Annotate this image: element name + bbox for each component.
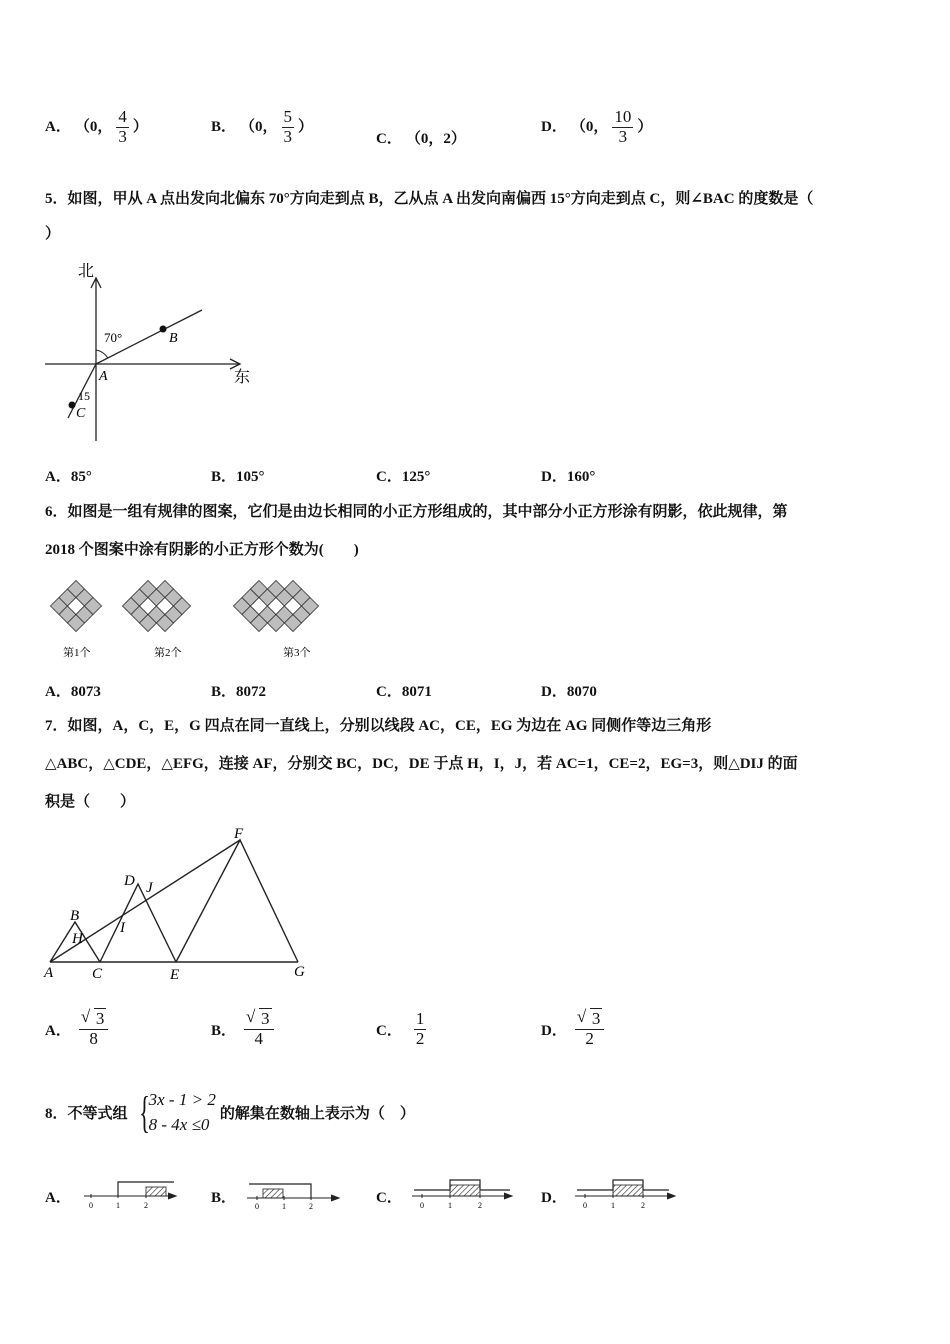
angle-70-label: 70° [104,330,123,345]
q7-option-c[interactable] [376,1010,426,1048]
denominator: 4 [254,1028,264,1048]
tick-1: 1 [116,1201,120,1210]
option-text: 105° [236,469,265,485]
label-g: G [294,964,305,980]
q7-option-d[interactable] [541,1010,604,1048]
denominator: 2 [585,1028,594,1048]
option-letter: D． [541,684,567,700]
label-h: H [72,931,83,947]
q5-option-b[interactable] [211,465,265,486]
tick-1: 1 [448,1201,452,1210]
q4-option-c[interactable] [376,127,466,148]
tick-1: 1 [611,1201,615,1210]
radicand: 3 [95,1009,105,1028]
option-prefix: （0， [74,118,113,135]
denominator: 3 [283,126,293,146]
numerator [244,1010,274,1030]
inequality-2: 8 - 4x ≤0 [148,1114,210,1134]
q6-option-b[interactable] [211,680,266,701]
option-letter: B． [211,1190,237,1206]
option-letter: A． [45,1022,71,1039]
option-letter: C． [376,1190,402,1206]
label-j: J [146,880,153,896]
option-text: 125° [401,469,431,485]
tick-2: 2 [641,1201,645,1210]
q4-option-a[interactable] [45,108,148,146]
q8-option-a[interactable] [45,1186,71,1207]
triangle-efg [176,840,298,962]
number-line-a [82,1178,182,1210]
number-line-c [410,1176,520,1210]
q8-option-b[interactable] [211,1186,236,1207]
q5-option-a[interactable] [45,465,92,486]
label-e: E [170,967,180,983]
q7-figure [40,822,320,987]
q6-text-line1: 6．如图是一组有规律的图案，它们是由边长相同的小正方形组成的，其中部分小正方形涂有阴影，依此规律，第 [45,504,788,520]
numerator [79,1010,109,1030]
label-a: A [99,369,108,384]
q7-option-b[interactable] [211,1010,274,1048]
label-i: I [120,920,125,936]
number-line-d [573,1176,683,1210]
q8-option-c[interactable] [376,1186,402,1207]
point-b [160,326,167,333]
caption-3: 第3个 [283,647,311,659]
option-suffix: ） [637,118,653,135]
option-letter: C． [376,1022,402,1039]
fraction [79,1010,109,1048]
tick-1: 1 [282,1202,286,1210]
option-letter: B． [211,118,237,135]
option-prefix: （0， [570,118,609,135]
option-letter: D． [541,469,567,485]
q6-option-a[interactable] [45,680,101,701]
tick-0: 0 [420,1201,424,1210]
option-letter: D． [541,1022,567,1039]
numerator: 4 [118,107,127,126]
option-letter: A． [45,684,71,700]
caption-1: 第1个 [63,647,91,659]
q8-suffix: 的解集在数轴上表示为（ ） [219,1106,415,1123]
option-text: 8071 [401,684,432,700]
q5-text-line1: 5．如图，甲从 A 点出发向北偏东 70°方向走到点 B，乙从点 A 出发向南偏西 15°方向走到点 C，则∠BAC 的度数是（ [45,191,814,207]
label-d: D [124,873,135,889]
q6-option-c[interactable] [376,680,432,701]
tick-0: 0 [583,1201,587,1210]
denominator: 2 [415,1028,425,1048]
sqrt [81,1009,107,1028]
option-letter: D． [541,1190,567,1206]
option-letter: C． [376,684,402,700]
label-c: C [92,966,103,982]
option-letter: C． [376,469,402,485]
option-suffix: ） [298,118,314,135]
east-label: 东 [234,369,251,386]
option-text: 8073 [70,684,101,700]
option-text: 8072 [236,684,267,700]
option-text: 160° [566,469,596,485]
q6-pattern-figure [45,574,375,664]
q8-prefix: 8．不等式组 [45,1106,128,1123]
denominator: 3 [118,126,127,146]
q5-option-c[interactable] [376,465,430,486]
option-text: （0，2） [405,131,466,147]
q4-option-d[interactable] [541,108,652,146]
option-letter: C． [376,131,402,147]
option-letter: B． [211,1022,237,1039]
inequality-system [134,1088,216,1137]
option-letter: B． [211,684,237,700]
tick-2: 2 [309,1202,313,1210]
tick-0: 0 [89,1201,93,1210]
q6-option-d[interactable] [541,680,597,701]
q7-text-line3: 积是（ ） [45,794,136,810]
fraction [282,108,295,146]
fraction [575,1010,605,1048]
numerator [575,1010,605,1030]
sqrt [577,1009,603,1028]
q5-text-line2: ） [45,226,61,242]
option-letter: B． [211,469,237,485]
tick-2: 2 [144,1201,148,1210]
brace-icon: { [138,1087,150,1137]
number-line-b [245,1178,345,1210]
fraction [116,108,129,146]
q8-option-d[interactable] [541,1186,567,1207]
numerator: 10 [614,107,632,126]
label-a: A [44,965,54,981]
north-label: 北 [78,263,95,280]
q7-option-a[interactable] [45,1010,108,1048]
radicand: 3 [591,1009,601,1028]
denominator: 8 [89,1028,98,1048]
fraction [612,108,633,146]
numerator: 1 [415,1009,425,1028]
denominator: 3 [618,126,628,146]
q4-option-b[interactable] [211,108,313,146]
option-text: 8070 [566,684,597,700]
angle-arc [96,350,108,358]
q6-text-line2: 2018 个图案中涂有阴影的小正方形个数为( ) [45,542,359,558]
option-suffix: ） [132,118,148,135]
q7-text-line2: △ABC，△CDE，△EFG，连接 AF，分别交 BC，DC，DE 于点 H，I，J，若 AC=1，CE=2，EG=3，则△DIJ 的面 [45,756,798,772]
tick-2: 2 [478,1201,482,1210]
option-letter: A． [45,118,71,135]
option-letter: D． [541,118,567,135]
inequalities [149,1088,216,1137]
pattern-group [51,581,319,632]
label-f: F [234,826,244,842]
caption-2: 第2个 [154,647,182,659]
q5-figure [40,258,260,448]
tick-0: 0 [255,1202,259,1210]
label-c: C [76,406,86,421]
q7-text-line1: 7．如图，A，C，E，G 四点在同一直线上，分别以线段 AC，CE，EG 为边在 AG 同侧作等边三角形 [45,718,712,734]
inequality-1: 3x - 1 > 2 [148,1090,216,1109]
angle-15-label: 15 [78,389,90,403]
label-b: B [169,331,178,346]
q8-question [45,1088,415,1137]
sqrt [246,1009,272,1028]
fraction [244,1010,274,1048]
option-prefix: （0， [240,118,278,135]
option-letter: A． [45,1190,71,1206]
option-text: 85° [70,469,92,485]
point-c [69,402,76,409]
numerator: 5 [283,107,293,126]
fraction [414,1010,427,1048]
label-b: B [70,908,80,924]
radicand: 3 [261,1009,270,1028]
q5-option-d[interactable] [541,465,595,486]
option-letter: A． [45,469,71,485]
